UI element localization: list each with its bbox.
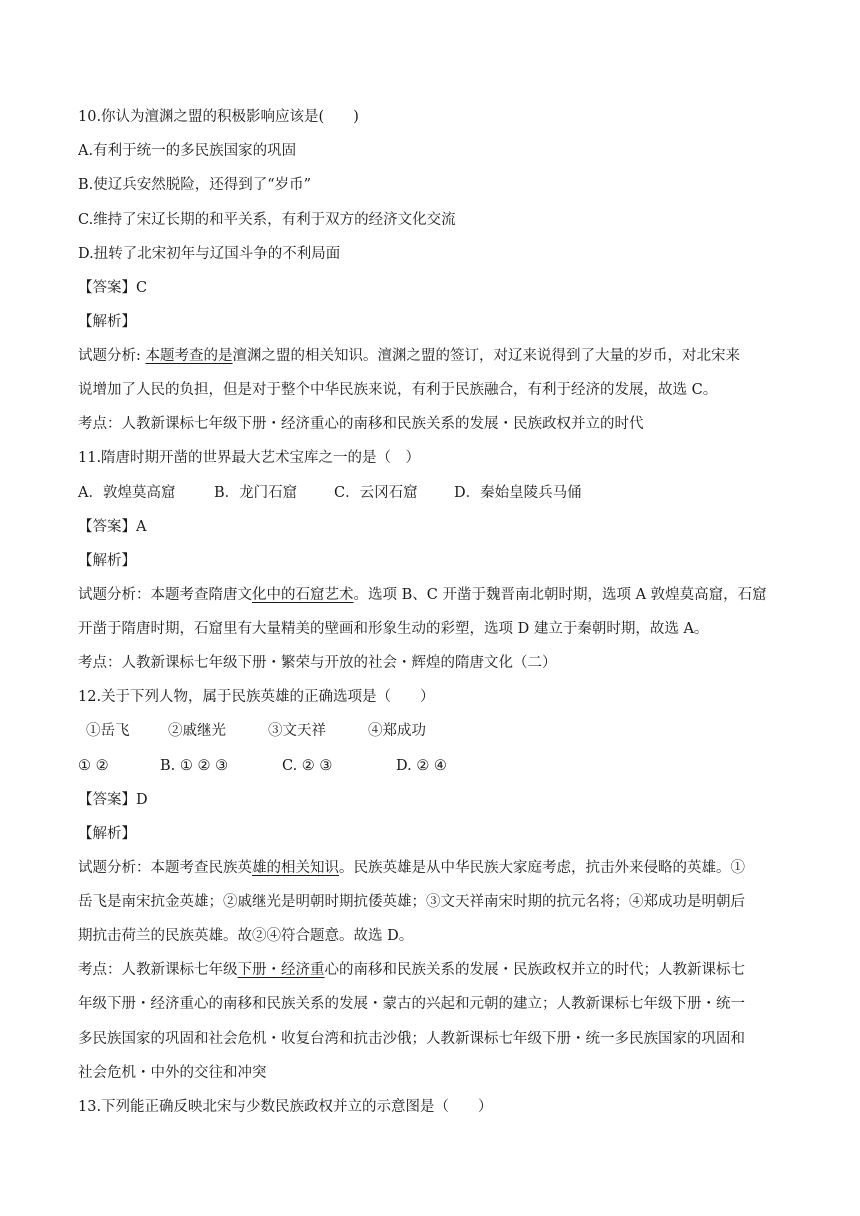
q12-analysis-line-3: 期抗击荷兰的民族英雄。故②④符合题意。故选 D。	[78, 928, 414, 944]
q11-option-a: A．敦煌莫高窟	[78, 485, 176, 501]
q12-analysis-underlined: 雄的相关知识	[252, 860, 339, 876]
q11-answer: 【答案】A	[78, 519, 147, 535]
q10-option-b: B.使辽兵安然脱险，还得到了“岁币”	[78, 177, 312, 193]
q11-analysis-line-2: 开凿于隋唐时期，石窟里有大量精美的壁画和形象生动的彩塑，选项 D 建立于秦朝时期，故选 A。	[78, 621, 709, 637]
q10-option-d: D.扭转了北宋初年与辽国斗争的不利局面	[78, 246, 341, 262]
q12-analysis-label: 【解析】	[78, 826, 136, 842]
q12-stem: 12.关于下列人物，属于民族英雄的正确选项是（ ）	[78, 689, 435, 705]
q12-analysis-line-1	[78, 859, 745, 877]
q11-option-d: D．秦始皇陵兵马俑	[454, 485, 582, 501]
q12-kaodian-prefix: 考点：人教新课标七年级	[78, 962, 238, 978]
q12-analysis-line-2: 岳飞是南宋抗金英雄；②戚继光是明朝时期抗倭英雄；③文天祥南宋时期的抗元名将；④郑成功是明朝后	[78, 894, 745, 910]
q11-option-c: C．云冈石窟	[334, 485, 418, 501]
q10-analysis-underlined: 本题考查的是	[145, 348, 233, 364]
q12-answer: 【答案】D	[78, 792, 148, 808]
q12-option-c: C. ② ③	[282, 758, 333, 774]
q10-stem: 10.你认为澶渊之盟的积极影响应该是( )	[78, 109, 359, 125]
q10-option-a: A.有利于统一的多民族国家的巩固	[78, 143, 297, 159]
q10-analysis-line-1	[78, 347, 740, 365]
q12-person-4: ④郑成功	[368, 723, 426, 739]
q12-option-a: ① ②	[78, 758, 109, 774]
q11-analysis-rest: 。选项 B、C 开凿于魏晋南北朝时期，选项 A 敦煌莫高窟，石窟	[353, 587, 767, 603]
q10-kaodian: 考点：人教新课标七年级下册・经济重心的南移和民族关系的发展・民族政权并立的时代	[78, 416, 644, 432]
q11-kaodian: 考点：人教新课标七年级下册・繁荣与开放的社会・辉煌的隋唐文化（二）	[78, 655, 557, 671]
q12-analysis-prefix: 试题分析：本题考查民族英	[78, 860, 252, 876]
q10-analysis-rest: 澶渊之盟的相关知识。澶渊之盟的签订，对辽来说得到了大量的岁币，对北宋来	[232, 348, 740, 364]
q12-person-2: ②戚继光	[168, 723, 226, 739]
q11-analysis-label: 【解析】	[78, 553, 136, 569]
q12-kaodian-underlined: 下册・经济重	[237, 962, 325, 978]
q12-kaodian-line-3: 多民族国家的巩固和社会危机・收复台湾和抗击沙俄；人教新课标七年级下册・统一多民族国家的巩固和	[78, 1031, 745, 1047]
q12-kaodian-line-1	[78, 961, 745, 979]
q12-option-b: B. ① ② ③	[160, 758, 229, 774]
q12-option-d: D. ② ④	[396, 758, 447, 774]
q10-analysis-line-2: 说增加了人民的负担，但是对于整个中华民族来说，有利于民族融合，有利于经济的发展，故选 C。	[78, 382, 718, 398]
q11-analysis-line-1	[78, 586, 767, 604]
q10-analysis-prefix: 试题分析:	[78, 348, 146, 364]
q13-stem: 13.下列能正确反映北宋与少数民族政权并立的示意图是（ ）	[78, 1099, 493, 1115]
q10-answer: 【答案】C	[78, 280, 148, 296]
q11-analysis-underlined: 化中的石窟艺术	[252, 587, 354, 603]
q11-analysis-prefix: 试题分析：本题考查隋唐文	[78, 587, 252, 603]
q11-option-b: B．龙门石窟	[214, 485, 298, 501]
q12-person-3: ③文天祥	[268, 723, 326, 739]
q12-analysis-rest: 。民族英雄是从中华民族大家庭考虑，抗击外来侵略的英雄。①	[339, 860, 745, 876]
q12-kaodian-rest: 心的南移和民族关系的发展・民族政权并立的时代；人教新课标七	[324, 962, 745, 978]
q12-person-1: ①岳飞	[86, 723, 130, 739]
q10-option-c: C.维持了宋辽长期的和平关系，有利于双方的经济文化交流	[78, 212, 456, 228]
q10-analysis-label: 【解析】	[78, 314, 136, 330]
q11-stem: 11.隋唐时期开凿的世界最大艺术宝库之一的是（ ）	[78, 450, 421, 466]
q12-kaodian-line-2: 年级下册・经济重心的南移和民族关系的发展・蒙古的兴起和元朝的建立；人教新课标七年级下册・统一	[78, 996, 745, 1012]
q12-kaodian-line-4: 社会危机・中外的交往和冲突	[78, 1065, 267, 1081]
